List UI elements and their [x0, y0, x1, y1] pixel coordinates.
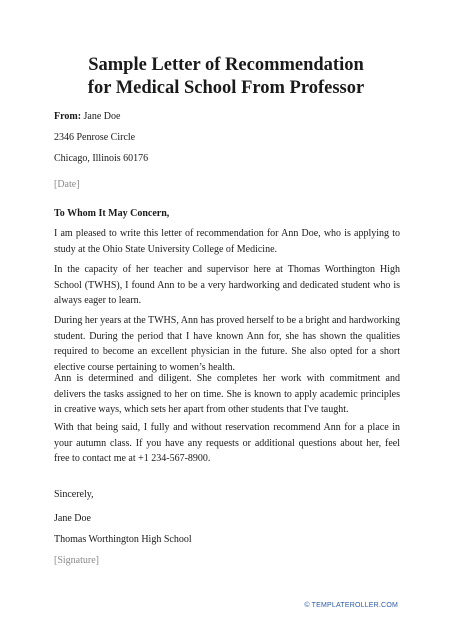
salutation: [54, 206, 400, 221]
document-title: [40, 54, 412, 100]
from-label: From:: [54, 111, 82, 122]
sender-name-line: [54, 109, 400, 124]
paragraph-4: Ann is determined and diligent. She completes her work with commitment and delivers the tasks assigned to her on time. She is known to apply academic principles in creative ways, which sets her apart from other students that I've taught.: [54, 373, 400, 415]
signature-placeholder: [Signature]: [54, 555, 99, 566]
paragraph-2: In the capacity of her teacher and supervisor here at Thomas Worthington High School (TWHS), I found Ann to be a very hardworking and dedicated student who is always eager to learn.: [54, 264, 400, 306]
paragraph-1: I am pleased to write this letter of recommendation for Ann Doe, who is applying to study at the Ohio State University College of Medicine.: [54, 228, 400, 255]
paragraph-5: With that being said, I fully and without reservation recommend Ann for a place in your autumn class. If you have any requests or additional questions about her, feel free to contact me at +1 234-567-8900.: [54, 422, 400, 464]
footer-site-link[interactable]: TEMPLATEROLLER.COM: [311, 602, 398, 609]
sender-street: 2346 Penrose Circle: [54, 132, 136, 143]
salutation-text: To Whom It May Concern,: [54, 208, 170, 219]
title-line-1: Sample Letter of Recommendation: [88, 55, 364, 75]
date-placeholder: [Date]: [54, 179, 80, 190]
sender-city: Chicago, Illinois 60176: [54, 153, 149, 164]
copyright-icon: ©: [304, 602, 310, 609]
title-line-2: for Medical School From Professor: [87, 78, 365, 98]
paragraph-3: During her years at the TWHS, Ann has proved herself to be a bright and hardworking student. During the period that I have known Ann for, she has shown the qualities required to become an excellent physician in the future. She also opted for a short elective course pertaining to women’s health.: [54, 315, 400, 373]
sender-name: Jane Doe: [83, 111, 121, 122]
closing: Sincerely,: [54, 489, 94, 500]
signer-name: Jane Doe: [54, 513, 91, 524]
signer-organization: Thomas Worthington High School: [54, 534, 192, 545]
footer-credit: [304, 602, 398, 609]
